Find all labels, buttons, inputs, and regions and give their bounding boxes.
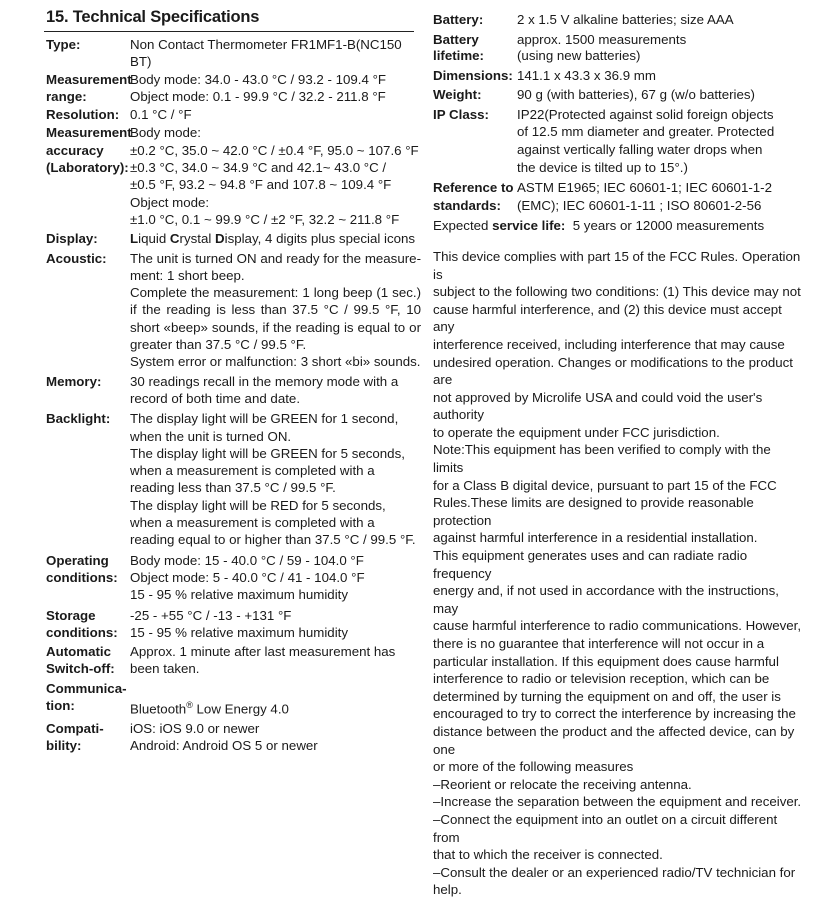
- spec-auto-switch-off: Automatic Switch-off: Approx. 1 minute after last measurement has been taken.: [46, 644, 396, 677]
- spec-communication: Communica- tion: Bluetooth® Low Energy 4.0: [46, 680, 289, 717]
- spec-reference-standards: Reference to standards: ASTM E1965; IEC 60601-1; IEC 60601-1-2 (EMC); IEC 60601-1-11 ; ISO 80601-2-56: [433, 180, 772, 213]
- spec-battery: Battery: 2 x 1.5 V alkaline batteries; size AAA: [433, 12, 734, 27]
- spec-memory: Memory: 30 readings recall in the memory mode with a record of both time and date.: [46, 373, 399, 406]
- spec-backlight: Backlight: The display light will be GREEN for 1 second, when the unit is turned ON. The display light will be GREEN for 5 seconds, when a measurement is completed with a reading less than 37.5 °C / 99.5 °F. The display light will be RED for 5 seconds, when a measurement is completed with a reading equal to or higher than 37.5 °C / 99.5 °F.: [46, 411, 416, 548]
- spec-resolution: Resolution: 0.1 °C / °F: [46, 107, 192, 123]
- spec-ip-class: IP Class: IP22(Protected against solid foreign objects of 12.5 mm diameter and greater. Protected against vertically falling water drops when the device is tilted up to 15°.): [433, 106, 775, 175]
- spec-operating-conditions: Operating conditions: Body mode: 15 - 40.0 °C / 59 - 104.0 °F Object mode: 5 - 40.0 °C / 41 - 104.0 °F 15 - 95 % relative maximum humidity: [46, 552, 365, 603]
- spec-storage-conditions: Storage conditions: -25 - +55 °C / -13 - +131 °F 15 - 95 % relative maximum humidity: [46, 607, 348, 640]
- spec-accuracy: Measurement accuracy (Laboratory): Body mode: ±0.2 °C, 35.0 ~ 42.0 °C / ±0.4 °F, 95.0 ~ 107.6 °F ±0.3 °C, 34.0 ~ 34.9 °C and 42.1~ 43.0 °C / ±0.5 °F, 93.2 ~ 94.8 °F and 107.8 ~ 109.4 °F Object mode: ±1.0 °C, 0.1 ~ 99.9 °C / ±2 °F, 32.2 ~ 211.8 °F: [46, 125, 419, 227]
- heading-rule: [44, 31, 414, 32]
- spec-weight: Weight: 90 g (with batteries), 67 g (w/o batteries): [433, 87, 755, 103]
- specs-right-column: [433, 11, 803, 899]
- spec-measurement-range: Measurement range: Body mode: 34.0 - 43.0 °C / 93.2 - 109.4 °F Object mode: 0.1 - 99.9 °C / 32.2 - 211.8 °F: [46, 71, 387, 104]
- spec-type: Type: Non Contact Thermometer FR1MF1-B(NC150 BT): [46, 37, 402, 70]
- spec-acoustic: Acoustic: The unit is turned ON and ready for the measurement: 1 short beep. Complete the measurement: 1 long beep (1 sec.) if the reading is less than 37.5 °C / 99.5 °F, 10 short «beep» sounds, if the reading is equal to or greater than 37.5 °C / 99.5 °F. System error or malfunction: 3 short «bi» sounds.: [46, 250, 421, 370]
- spec-dimensions: Dimensions: 141.1 x 43.3 x 36.9 mm: [433, 67, 656, 83]
- spec-display: Display: Liquid Crystal Display, 4 digits plus special icons: [46, 231, 416, 247]
- spec-battery-lifetime: Battery lifetime: approx. 1500 measurements (using new batteries): [433, 31, 687, 64]
- spec-service-life: Expected service life: 5 years or 12000 measurements: [433, 218, 765, 234]
- spec-compatibility: Compati- bility: iOS: iOS 9.0 or newer Android: Android OS 5 or newer: [46, 720, 318, 753]
- section-heading: 15. Technical Specifications: [46, 8, 260, 26]
- specs-left-column: [46, 36, 421, 754]
- fcc-statement: This device complies with part 15 of the FCC Rules. Operation is subject to the following two conditions: (1) This device may not cause harmful interference, and (2) this device must accept any interference received, including interference that may cause undesired operation. Changes or modifications to the product are not approved by Microlife USA and could void the user's authority to operate the equipment under FCC jurisdiction. Note:This equipment has been verified to comply with the limits for a Class B digital device, pursuant to part 15 of the FCC Rules.These limits are designed to provide reasonable protection against harmful interference in a residential installation. This equipment generates uses and can radiate radio frequency energy and, if not used in accordance with the instructions, may cause harmful interference to radio communications. However, there is no guarantee that interference will not occur in a particular installation. If this equipment does cause harmful interference to radio or television reception, which can be determined by turning the equipment on and off, the user is encouraged to try to correct the interference by increasing the distance between the product and the affected device, can by one or more of the following measures –Reorient or relocate the receiving antenna. –Increase the separation between the equipment and receiver. –Connect the equipment into an outlet on a circuit different from that to which the receiver is connected. –Consult the dealer or an experienced radio/TV technician for help.: [433, 248, 802, 898]
